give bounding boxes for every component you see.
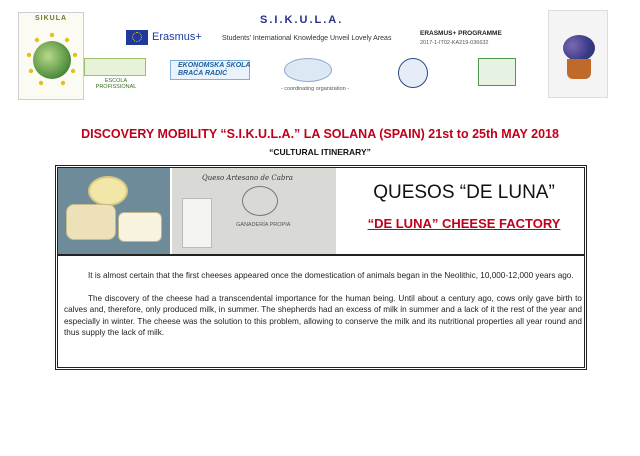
sikula-logo [18, 12, 84, 100]
document-title: DISCOVERY MOBILITY “S.I.K.U.L.A.” LA SOLANA (SPAIN) 21st to 25th MAY 2018 [81, 127, 559, 141]
cheese-wheel-shape [88, 176, 128, 206]
erasmus-label: Erasmus+ [152, 31, 202, 43]
erasmus-badge [126, 30, 212, 46]
sign-top-text: Queso Artesano de Cabra [202, 174, 293, 182]
cheese-wedge-shape [66, 204, 116, 240]
factory-subheading: “DE LUNA” CHEESE FACTORY [367, 216, 561, 231]
project-title: S.I.K.U.L.A. [260, 14, 344, 26]
coordinator-text: - coordinating organization - [280, 86, 350, 92]
paragraph: It is almost certain that the first cheeses appeared once the domestication of animals began in the Neolithic, 10,000-12,000 years ago. [88, 271, 574, 280]
escola-text: ESCOLA PROFISSIONAL [95, 78, 137, 90]
content-box [55, 165, 587, 370]
sikula-logo-label: SIKULA [34, 15, 68, 22]
eu-flag-icon [126, 30, 148, 45]
sign-box-shape [182, 198, 212, 248]
cheese-label-shape [118, 212, 162, 242]
cheese-photo [58, 168, 170, 254]
body-text [64, 270, 582, 350]
partner-logos [84, 58, 544, 94]
photo-header [58, 168, 584, 256]
globe-icon [33, 41, 71, 79]
programme-code: 2017-1-IT02-KA219-036632 [420, 40, 489, 46]
ekonomska-text: EKONOMSKA ŠKOLA BRAĆA RADIĆ [178, 62, 251, 77]
goat-logo-icon [242, 186, 278, 216]
document-subtitle: “CULTURAL ITINERARY” [269, 147, 371, 157]
flower-vase-photo [548, 10, 608, 98]
sign-bottom-text: GANADERÍA PROPIA [236, 222, 291, 228]
programme-label: ERASMUS+ PROGRAMME [420, 30, 502, 37]
project-subtitle: Students' International Knowledge Unveil Lovely Areas [222, 35, 392, 42]
factory-heading: QUESOS “DE LUNA” [373, 182, 555, 203]
flowers-shape [563, 35, 595, 61]
pot-shape [567, 59, 591, 79]
factory-sign-photo [172, 168, 336, 254]
paragraph: The discovery of the cheese had a transcendental importance for the human being. Until about a century ago, cows only gave birth to calves and, therefore, only produced milk, in summer. The shepherds had an excess of milk in summer and a lack of it the rest of the year and especially in winter. The cheese was the solution to this problem, allowing to conserve the milk and its nutritional properties all year round and thus supply the lack of milk. [64, 293, 582, 337]
